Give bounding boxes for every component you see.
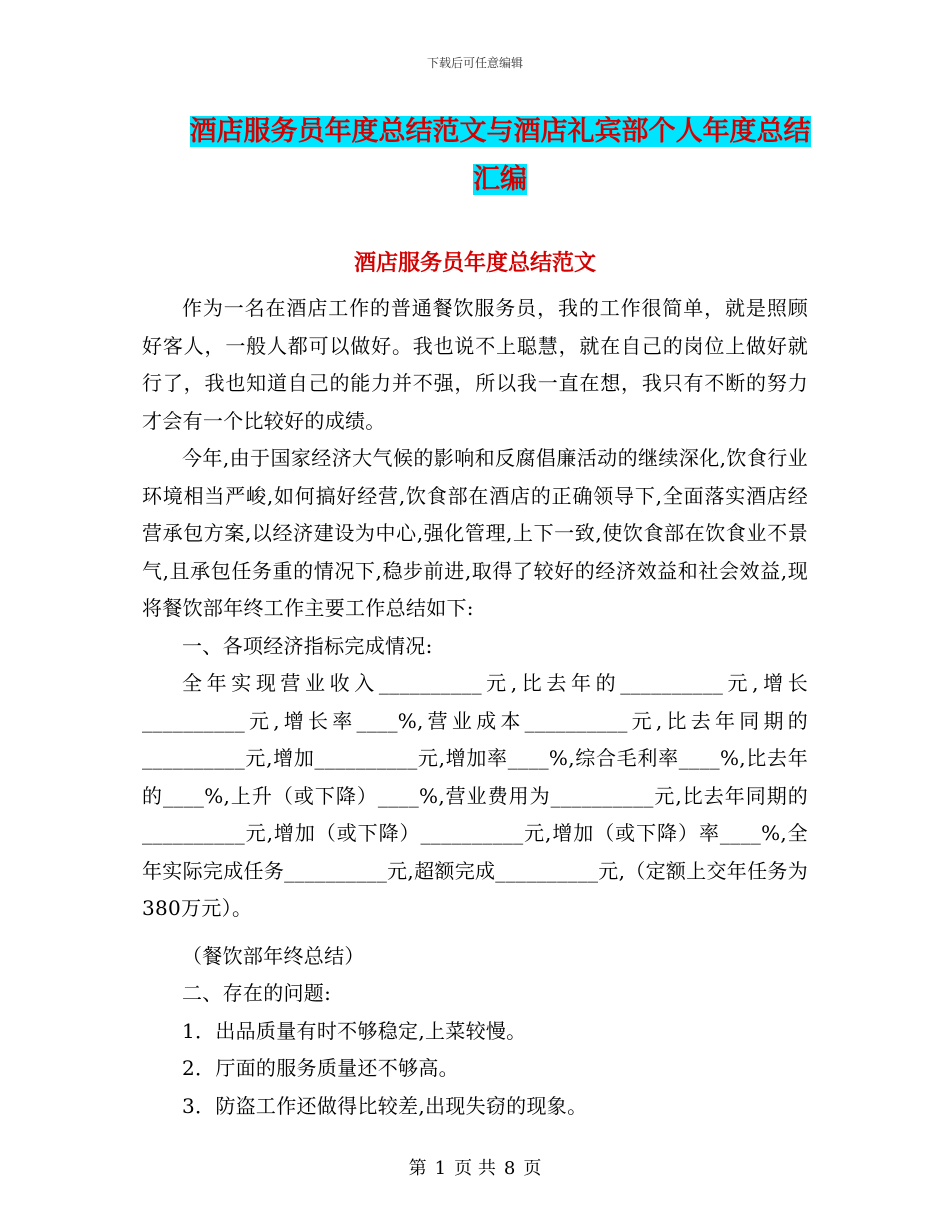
footer-middle: 页 共 bbox=[454, 1158, 496, 1179]
problem-item: 1．出品质量有时不够稳定,上菜较慢。 bbox=[182, 1018, 527, 1043]
document-title bbox=[180, 108, 820, 204]
section-title: 酒店服务员年度总结范文 bbox=[353, 250, 596, 276]
footer-page-number: 1 bbox=[434, 1158, 447, 1179]
paragraph-intro: 作为一名在酒店工作的普通餐饮服务员，我的工作很简单，就是照顾好客人，一般人都可以做好。我也说不上聪慧，就在自己的岗位上做好就行了，我也知道自己的能力并不强，所以我一直在想，我只有不断的努力才会有一个比较好的成绩。 bbox=[142, 296, 808, 433]
paragraph-note: （餐饮部年终总结） bbox=[182, 943, 365, 968]
header-note: 下载后可任意编辑 bbox=[426, 56, 523, 70]
paragraph-overview: 今年,由于国家经济大气候的影响和反腐倡廉活动的继续深化,饮食行业环境相当严峻,如何搞好经营,饮食部在酒店的正确领导下,全面落实酒店经营承包方案,以经济建设为中心,强化管理,上下一致,使饮食部在饮食业不景气,且承包任务重的情况下,稳步前进,取得了较好的经济效益和社会效益,现将餐饮部年终工作主要工作总结如下: bbox=[142, 446, 808, 620]
footer-prefix: 第 bbox=[408, 1158, 427, 1179]
document-title-text: 酒店服务员年度总结范文与酒店礼宾部个人年度总结汇编 bbox=[189, 116, 811, 195]
problem-item: 2．厅面的服务质量还不够高。 bbox=[182, 1056, 459, 1080]
footer-total-pages: 8 bbox=[503, 1158, 516, 1179]
document-body bbox=[142, 290, 808, 1125]
problem-item: 3．防盗工作还做得比较差,出现失窃的现象。 bbox=[182, 1093, 588, 1118]
footer-suffix: 页 bbox=[523, 1158, 542, 1179]
paragraph-indicators-form: 全年实现营业收入__________元,比去年的__________元,增长__________元,增长率____%,营业成本__________元,比去年同期的__________元,增加__________元,增加率____%,综合毛利率____%,比去年的____%,上升（或下降）____%,营业费用为__________元,比去年同期的__________元,增加（或下降）__________元,增加（或下降）率____%,全年实际完成任务__________元,超额完成__________元,（定额上交年任务为380万元）。 bbox=[142, 671, 808, 920]
heading-economic-indicators: 一、各项经济指标完成情况: bbox=[182, 633, 433, 658]
heading-problems: 二、存在的问题: bbox=[182, 981, 332, 1005]
page-footer bbox=[0, 1154, 950, 1180]
